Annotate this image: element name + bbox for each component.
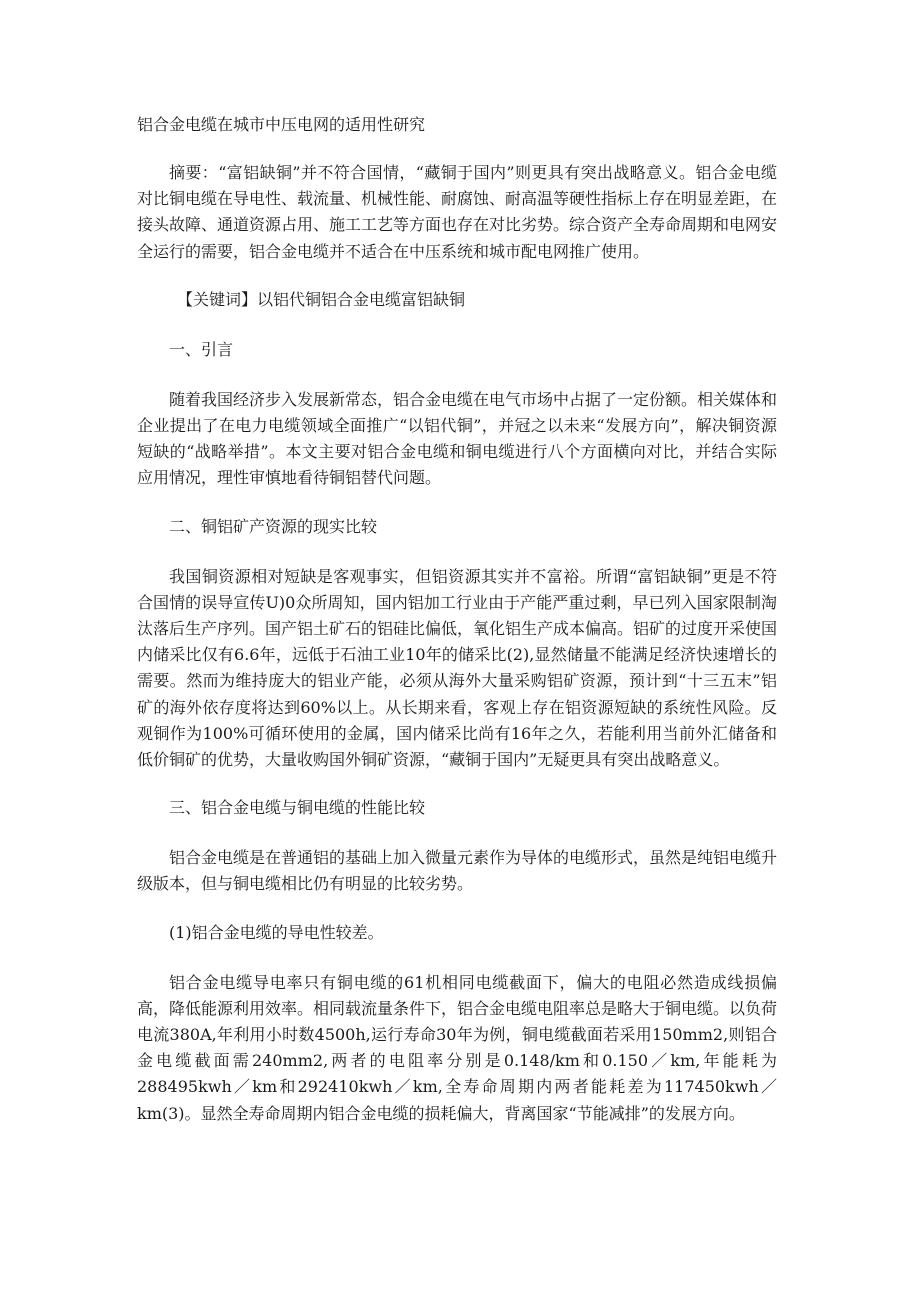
section-heading-introduction: 一、引言	[169, 339, 234, 359]
section-heading-resources: 二、铜铝矿产资源的现实比较	[169, 516, 378, 536]
performance-paragraph: 铝合金电缆是在普通铝的基础上加入微量元素作为导体的电缆形式，虽然是纯铝电缆升级版本，但与铜电缆相比仍有明显的比较劣势。	[137, 848, 778, 894]
abstract-paragraph: 摘要：“富铝缺铜”并不符合国情，“藏铜于国内”则更具有突出战略意义。铝合金电缆对比铜电缆在导电性、载流量、机械性能、耐腐蚀、耐高温等硬性指标上存在明显差距，在接头故障、通道资源占用、施工工艺等方面也存在对比劣势。综合资产全寿命周期和电网安全运行的需要，铝合金电缆并不适合在中压系统和城市配电网推广使用。	[137, 163, 778, 261]
conductivity-paragraph: 铝合金电缆导电率只有铜电缆的61机相同电缆截面下，偏大的电阻必然造成线损偏高，降低能源利用效率。相同载流量条件下，铝合金电缆电阻率总是略大于铜电缆。以负荷电流380A,年利用小时数4500h,运行寿命30年为例，铜电缆截面若采用150mm2,则铝合金电缆截面需240mm2,两者的电阻率分别是0.148/km和0.150／km,年能耗为288495kwh／km和292410kwh／km,全寿命周期内两者能耗差为117450kwh／km(3)。显然全寿命周期内铝合金电缆的损耗偏大，背离国家“节能减排”的发展方向。	[137, 972, 778, 1123]
section-heading-performance: 三、铝合金电缆与铜电缆的性能比较	[169, 798, 426, 818]
document-page	[137, 112, 777, 1149]
subheading-conductivity: (1)铝合金电缆的导电性较差。	[169, 922, 384, 942]
keywords-line: 【关键词】以铝代铜铝合金电缆富铝缺铜	[177, 289, 466, 309]
document-title: 铝合金电缆在城市中压电网的适用性研究	[137, 115, 426, 134]
resources-paragraph: 我国铜资源相对短缺是客观事实，但铝资源其实并不富裕。所谓“富铝缺铜”更是不符合国情的误导宣传U)0众所周知，国内铝加工行业由于产能严重过剩，早已列入国家限制淘汰落后生产序列。国产铝土矿石的铝硅比偏低，氧化铝生产成本偏高。铝矿的过度开采使国内储采比仅有6.6年，远低于石油工业10年的储采比(2),显然储量不能满足经济快速增长的需要。然而为维持庞大的铝业产能，必须从海外大量采购铝矿资源，预计到“十三五末”铝矿的海外依存度将达到60%以上。从长期来看，客观上存在铝资源短缺的系统性风险。反观铜作为100%可循环使用的金属，国内储采比尚有16年之久，若能利用当前外汇储备和低价铜矿的优势，大量收购国外铜矿资源，“藏铜于国内”无疑更具有突出战略意义。	[137, 566, 778, 770]
introduction-paragraph: 随着我国经济步入发展新常态，铝合金电缆在电气市场中占据了一定份额。相关媒体和企业提出了在电力电缆领域全面推广“以铝代铜”，并冠之以未来“发展方向”，解决铜资源短缺的“战略举措”。本文主要对铝合金电缆和铜电缆进行八个方面横向对比，并结合实际应用情况，理性审慎地看待铜铝替代问题。	[137, 389, 778, 488]
